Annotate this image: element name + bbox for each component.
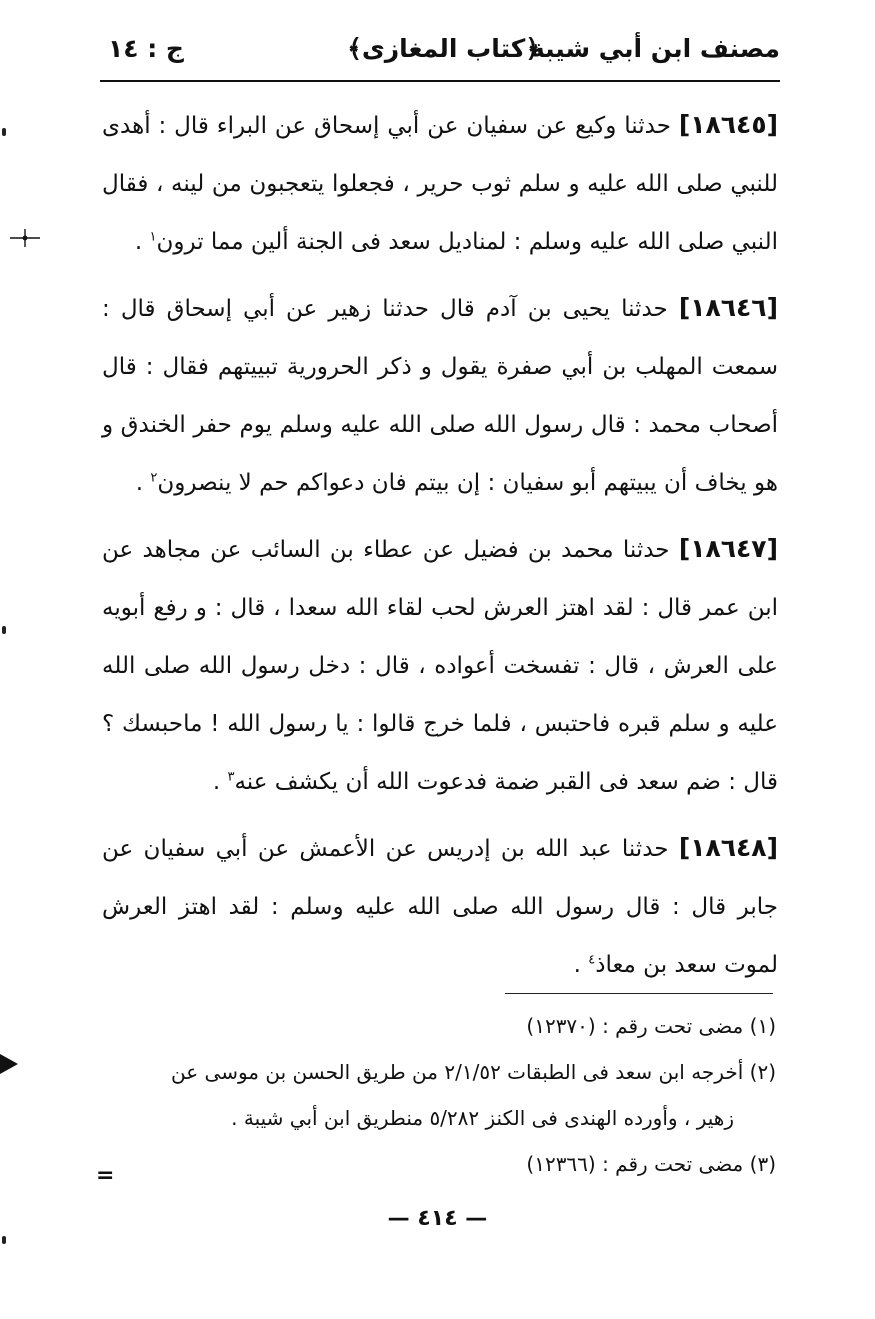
footnote-reference: ٣ <box>227 769 235 785</box>
main-text <box>102 96 778 1002</box>
footnote-continuation-mark: = <box>96 1163 115 1188</box>
volume-number: ج : ١٤ <box>108 34 184 63</box>
footnote-label: (٢) <box>749 1060 776 1084</box>
footnote-reference: ١ <box>149 229 157 245</box>
footnote-label: (٣) <box>749 1152 776 1176</box>
running-header <box>100 28 780 82</box>
footnote-text: مضى تحت رقم : (١٢٣٧٠) <box>526 1014 744 1038</box>
book-title: مصنف ابن أبي شيبة <box>529 34 780 63</box>
hadith-text: حدثنا عبد الله بن إدريس عن الأعمش عن أبي سفيان عن جابر قال : قال رسول الله صلى الله عليه وسلم : لقد اهتز العرش لموت سعد بن معاذ <box>102 836 778 978</box>
footnote-2 <box>100 1049 776 1095</box>
hadith-text: حدثنا يحيى بن آدم قال حدثنا زهير عن أبي إسحاق قال : سمعت المهلب بن أبي صفرة يقول و ذكر الحرورية تبييتهم فقال : قال أصحاب محمد : قال رسول الله صلى الله عليه وسلم يوم حفر الخندق و هو يخاف أن يبيتهم أبو سفيان : إن بيتم فان دعواكم حم لا ينصرون <box>102 296 778 496</box>
hadith-number: [١٨٦٤٨] <box>678 833 778 862</box>
footnote-1 <box>100 1003 776 1049</box>
hadith-ending: . <box>212 769 228 795</box>
hadith-number: [١٨٦٤٦] <box>678 293 778 322</box>
hadith-number: [١٨٦٤٧] <box>678 534 778 563</box>
margin-mark <box>2 128 6 136</box>
margin-star-icon <box>8 226 42 250</box>
hadith-text: حدثنا محمد بن فضيل عن عطاء بن السائب عن مجاهد عن ابن عمر قال : لقد اهتز العرش لحب لقاء الله سعدا ، قال : و رفع أبويه على العرش ، قال : تفسخت أعواده ، قال : دخل رسول الله صلى الله عليه و سلم قبره فاحتبس ، فلما خرج قالوا : يا رسول الله ! ماحبسك ؟ قال : ضم سعد فى القبر ضمة فدعوت الله أن يكشف عنه <box>102 537 778 795</box>
hadith-18647 <box>102 520 778 811</box>
footnote-label: (١) <box>749 1014 776 1038</box>
footnote-reference: ٤ <box>588 952 596 968</box>
margin-arrow-icon <box>0 1050 18 1078</box>
footnote-2-continuation <box>100 1095 776 1141</box>
footnote-reference: ٢ <box>150 470 158 486</box>
hadith-ending: . <box>135 470 151 496</box>
footnotes <box>100 1003 776 1187</box>
footnote-text: أخرجه ابن سعد فى الطبقات ٢/١/٥٢ من طريق الحسن بن موسى عن <box>171 1060 744 1084</box>
hadith-18645 <box>102 96 778 271</box>
hadith-number: [١٨٦٤٥] <box>678 110 779 139</box>
hadith-text: حدثنا وكيع عن سفيان عن أبي إسحاق عن البراء قال : أهدى للنبي صلى الله عليه و سلم ثوب حرير ، فجعلوا يتعجبون من لينه ، فقال النبي صلى الله عليه وسلم : لمناديل سعد فى الجنة ألين مما ترون <box>102 113 778 255</box>
page-number: — ٤١٤ — <box>387 1206 488 1231</box>
hadith-ending: . <box>573 952 589 978</box>
footnote-text: مضى تحت رقم : (١٢٣٦٦) <box>526 1152 744 1176</box>
footnote-divider <box>505 993 773 994</box>
hadith-18646 <box>102 279 778 512</box>
margin-mark <box>2 1236 6 1244</box>
hadith-ending: . <box>134 229 150 255</box>
margin-mark <box>2 626 6 634</box>
footnote-3 <box>100 1141 776 1187</box>
footnote-text: زهير ، وأورده الهندى فى الكنز ٥/٢٨٢ منطريق ابن أبي شيبة . <box>231 1106 734 1130</box>
chapter-title: ﴿كتاب المغازى﴾ <box>347 34 540 63</box>
hadith-18648 <box>102 819 778 994</box>
